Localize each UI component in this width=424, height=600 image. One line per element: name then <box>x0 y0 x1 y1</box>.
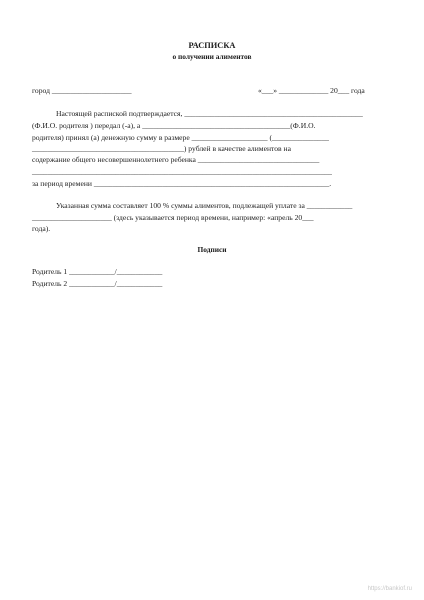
amount-line: Указанная сумма составляет 100 % суммы алиментов, подлежащей уплате за ____________ <box>56 201 353 210</box>
body-line: Настоящей распиской подтверждается, _______________________________________________ <box>56 109 363 118</box>
signature-line: Родитель 1 ____________/____________ <box>32 267 163 276</box>
watermark: https://bankiof.ru <box>367 586 412 592</box>
city-field: город _____________________ <box>32 86 132 95</box>
body-line: _______________________________________________________________________________ <box>32 167 332 176</box>
body-line: (Ф.И.О. родителя ) передал (-а), а _______________________________________(Ф.И.О. <box>32 121 316 130</box>
body-line: родителя) принял (а) денежную сумму в размере ____________________ (_______________ <box>32 133 329 142</box>
date-field: «___» _____________ 20___ года <box>258 86 365 95</box>
body-line: содержание общего несовершеннолетнего ребенка ________________________________ <box>32 155 320 164</box>
body-line: ________________________________________) рублей в качестве алиментов на <box>32 144 291 153</box>
amount-line: года). <box>32 224 51 233</box>
amount-line: _____________________ (здесь указывается период времени, например: «апрель 20___ <box>32 213 314 222</box>
signatures-heading: Подписи <box>197 245 227 254</box>
document-title: РАСПИСКА <box>188 41 236 50</box>
signature-line: Родитель 2 ____________/____________ <box>32 279 163 288</box>
document-subtitle: о получении алиментов <box>172 52 252 61</box>
body-line: за период времени ______________________________________________________________. <box>32 179 332 188</box>
